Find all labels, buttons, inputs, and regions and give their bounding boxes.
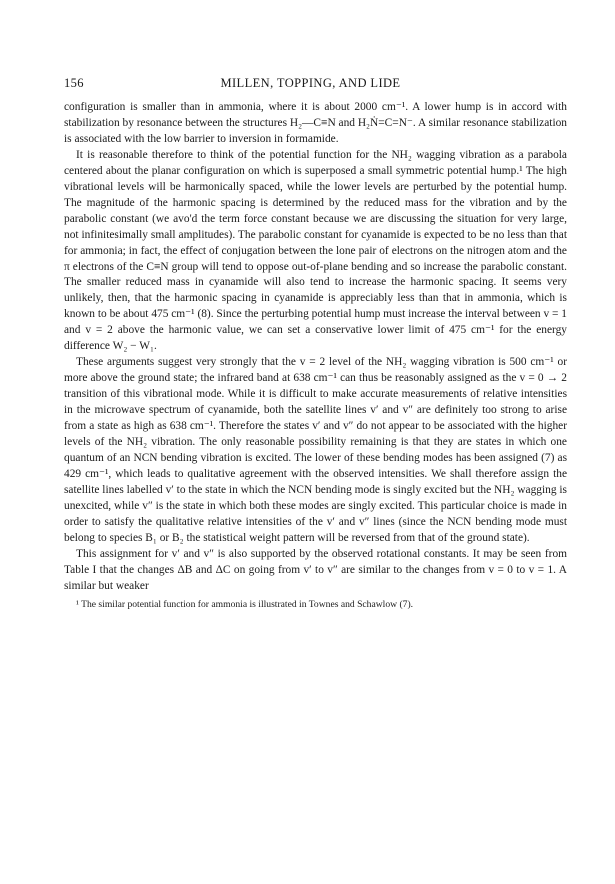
paragraph-rotational-constants: This assignment for v′ and v″ is also supported by the observed rotational constants. It may be seen from Table I that the changes ΔB and ΔC on going from v′ to v″ are similar to the changes from v = 0 to v = 1. A similar but weaker — [64, 547, 567, 592]
paragraph-continuation: configuration is smaller than in ammonia, where it is about 2000 cm⁻¹. A lower hump is in accord with stabilization by resonance between the structures H₂—C≡N and H₂Ṅ=C=N⁻. A similar resonance stabilization is associated with the low barrier to inversion in formamide. — [64, 101, 567, 145]
paragraph-state-assignment: These arguments suggest very strongly that the v = 2 level of the NH₂ wagging vibration is 500 cm⁻¹ or more above the ground state; the infrared band at 638 cm⁻¹ can thus be reasonably assigned as the v = 0 → 2 transition of this vibrational mode. While it is difficult to make accurate measurements of relative intensities in the microwave spectrum of cyanamide, both the satellite lines v′ and v″ are definitely too strong to arise from a state as high as 638 cm⁻¹. Therefore the states v′ and v″ do not appear to be associated with the higher levels of the NH₂ vibration. The only reasonable possibility remaining is that they are states in which one quantum of an NCN bending vibration is excited. The lower of these bending modes has been assigned (7) as 429 cm⁻¹, which leads to qualitative agreement with the observed intensities. We shall therefore assign the satellite lines labelled v′ to the state in which the NCN bending mode is singly excited but the NH₂ wagging is unexcited, while v″ is the state in which both these modes are singly excited. This particular choice is made in order to satisfy the qualitative relative intensities of the v′ and v″ lines (since the NCN bending mode must belong to species B₁ or B₂ the statistical weight pattern will be reversed from that of the ground state). — [64, 356, 567, 544]
page-number: 156 — [64, 76, 84, 90]
running-header — [64, 76, 567, 91]
paragraph-potential-function: It is reasonable therefore to think of the potential function for the NH₂ wagging vibration as a parabola centered about the planar configuration on which is superposed a small symmetric potential hump.¹ The high vibrational levels will be harmonically spaced, while the lower levels are perturbed by the potential hump. The magnitude of the harmonic spacing is determined by the reduced mass for the vibration and by the parabolic constant (we avo'd the term force constant because we are discussing the situation for very large, not infinitesimally small amplitudes). The parabolic constant for cyanamide is expected to be no less than that for ammonia; in fact, the effect of conjugation between the lone pair of electrons on the nitrogen atom and the π electrons of the C≡N group will tend to oppose out-of-plane bending and so increase the parabolic constant. The smaller reduced mass in cyanamide will also tend to increase the harmonic spacing. It seems very unlikely, then, that the harmonic spacing in cyanamide is appreciably less than that in ammonia, which is known to be about 475 cm⁻¹ (8). Since the perturbing potential hump must increase the interval between v = 1 and v = 2 above the harmonic value, we can set a conservative lower limit of 475 cm⁻¹ for the energy difference W₂ − W₁. — [64, 148, 567, 353]
body-text — [64, 100, 567, 595]
running-title: MILLEN, TOPPING, AND LIDE — [220, 76, 401, 90]
footnote: ¹ The similar potential function for ammonia is illustrated in Townes and Schawlow (7). — [76, 598, 414, 610]
